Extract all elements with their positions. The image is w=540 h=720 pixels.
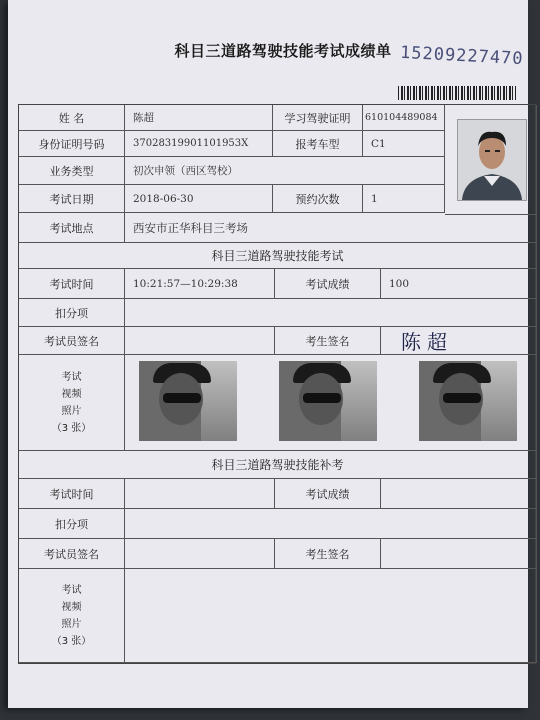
- page-title: 科目三道路驾驶技能考试成绩单: [174, 42, 392, 60]
- permit-label: 学习驾驶证明: [273, 105, 363, 131]
- appoint-value: 1: [363, 185, 445, 213]
- exam-time-value: 10:21:57—10:29:38: [125, 269, 275, 299]
- car-type-label: 报考车型: [273, 131, 363, 157]
- exam-photos: [125, 355, 537, 451]
- exam-photo-1: [139, 361, 237, 441]
- photo-label-line: 视频: [61, 388, 82, 400]
- makeup-deduction-value: [125, 509, 537, 539]
- makeup-photos: [125, 569, 537, 663]
- id-value: 370283199011019​53X: [125, 131, 273, 157]
- permit-value: 610104489084: [363, 105, 445, 131]
- date-label: 考试日期: [19, 185, 125, 213]
- photo-label-line: 照片: [61, 405, 82, 417]
- exam-examiner-value: [125, 327, 275, 355]
- makeup-examinee-value: [381, 539, 537, 569]
- makeup-examiner-label: 考试员签名: [19, 539, 125, 569]
- score-sheet: [8, 0, 528, 708]
- form-table: [18, 104, 536, 664]
- makeup-examiner-value: [125, 539, 275, 569]
- makeup-score-value: [381, 479, 537, 509]
- photo-cell: [445, 105, 537, 215]
- examinee-signature: 陈超: [381, 327, 537, 355]
- id-label: 身份证明号码: [19, 131, 125, 157]
- exam-score-label: 考试成绩: [275, 269, 381, 299]
- makeup-time-label: 考试时间: [19, 479, 125, 509]
- exam-deduction-value: [125, 299, 537, 327]
- makeup-photo-label: [19, 569, 125, 663]
- barcode: [398, 86, 516, 100]
- name-label: 姓 名: [19, 105, 125, 131]
- photo-label-line: 考试: [61, 584, 82, 596]
- exam-photo-2: [279, 361, 377, 441]
- handwritten-phone: 15209227470: [399, 42, 525, 70]
- id-photo: [457, 119, 527, 201]
- exam-score-value: 100: [381, 269, 537, 299]
- place-label: 考试地点: [19, 213, 125, 243]
- exam-examinee-label: 考生签名: [275, 327, 381, 355]
- business-label: 业务类型: [19, 157, 125, 185]
- portrait-image: [458, 120, 526, 200]
- exam-section-title: 科目三道路驾驶技能考试: [19, 243, 537, 269]
- exam-photo-label: [19, 355, 125, 451]
- business-value: 初次申领（西区驾校）: [125, 157, 445, 185]
- appoint-label: 预约次数: [273, 185, 363, 213]
- makeup-examinee-label: 考生签名: [275, 539, 381, 569]
- exam-deduction-label: 扣分项: [19, 299, 125, 327]
- photo-label-line: （3 张）: [51, 635, 92, 647]
- car-type-value: C1: [363, 131, 445, 157]
- photo-label-line: （3 张）: [51, 422, 92, 434]
- name-value: 陈超: [125, 105, 273, 131]
- place-value: 西安市正华科目三考场: [125, 213, 537, 243]
- makeup-section-title: 科目三道路驾驶技能补考: [19, 451, 537, 479]
- exam-examiner-label: 考试员签名: [19, 327, 125, 355]
- exam-time-label: 考试时间: [19, 269, 125, 299]
- photo-label-line: 视频: [61, 601, 82, 613]
- photo-label-line: 照片: [61, 618, 82, 630]
- makeup-time-value: [125, 479, 275, 509]
- makeup-score-label: 考试成绩: [275, 479, 381, 509]
- date-value: 2018-06-30: [125, 185, 273, 213]
- exam-photo-3: [419, 361, 517, 441]
- photo-label-line: 考试: [61, 371, 82, 383]
- makeup-deduction-label: 扣分项: [19, 509, 125, 539]
